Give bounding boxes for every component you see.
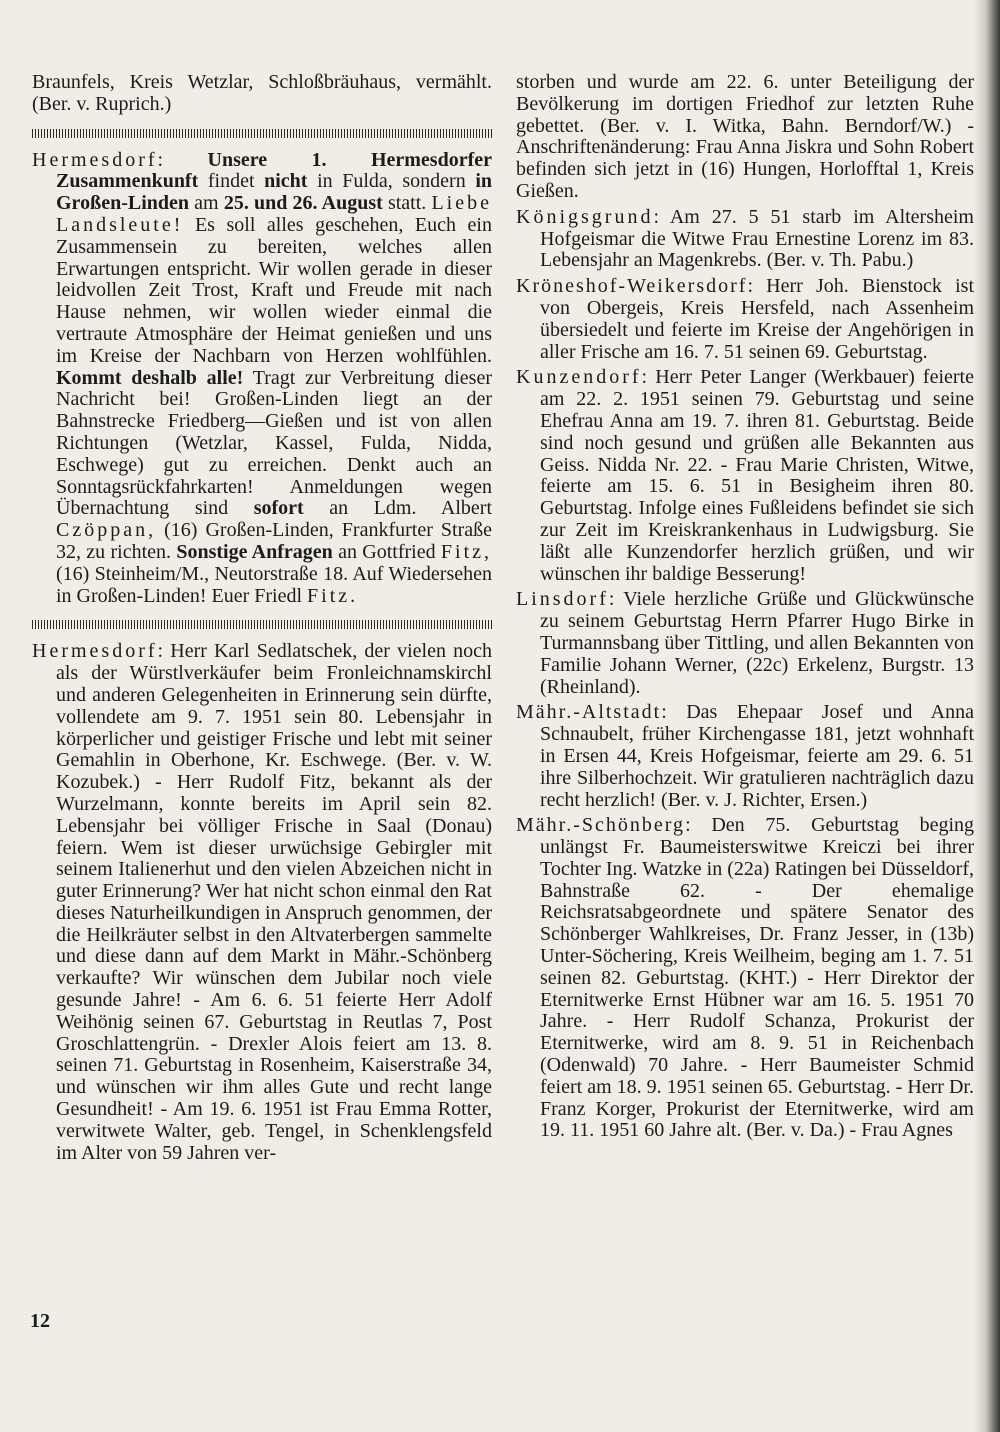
spaced-greeting: Liebe Landsleute! <box>56 192 492 236</box>
entry-kroeneshof-weikersdorf: Kröneshof-Weikersdorf: Herr Joh. Bienstock ist von Obergeis, Kreis Hersfeld, nach Assenheim übersiedelt und feierte im Kreise der Angehörigen in aller Frische am 16. 7. 51 seinen 69. Geburtstag. <box>516 275 974 363</box>
announcement-bold-text: 25. <box>223 192 249 215</box>
entry-body-text: Herr Karl Sedlatschek, der vielen noch als der Würstlverkäufer beim Fronleichnamskirchl und anderen Gelegenheiten in Erinnerung sein dürfte, vollendete am 9. 7. 1951 sein 80. Lebensjahr in körperlicher und geistiger Frische und lebt mit seiner Gemahlin in Oberhone, Kr. Eschwege. (Ber. v. W. Kozubek.) - Herr Rudolf Fitz, bekannt als der Wurzelmann, konnte bereits im April sein 82. Lebensjahr bei völliger Frische in Saal (Donau) feiern. Wem ist dieser urwüchsige Gebirgler mit seinem Italienerhut und den vielen Abzeichen nicht in guter Erinnerung? Wer hat nicht schon einmal den Rat dieses Naturheilkundigen in Anspruch genommen, der die Heilkräuter selbst in den Altvaterbergen sammelte und diese dann auf dem Markt in Mähr.-Schönberg verkaufte? Wir wünschen dem Jubilar noch viele gesunde Jahre! - Am 6. 6. 51 feierte Herr Adolf Weihönig seinen 67. Geburtstag in Reutlas 7, Post Groschlattengrün. - Drexler Alois feiert am 13. 8. seinen 71. Geburtstag in Rosenheim, Kaiserstraße 34, und wünschen wir ihm alles Gute und recht lange Gesundheit! - Am 19. 6. 1951 ist Frau Emma Rotter, verwitwete Walter, geb. Tengel, in Schenklengsfeld im Alter von 59 Jahren ver- <box>56 640 492 1164</box>
entry-body-text: Herr Peter Langer (Werkbauer) feierte am 22. 2. 1951 seinen 79. Geburtstag und seine Ehefrau Anna am 19. 7. ihren 81. Geburtstag. Beide sind noch gesund und grüßen alle Bekannten aus Geiss. Nidda Nr. 22. - Frau Marie Christen, Witwe, feierte am 15. 6. 51 in Besigheim ihren 80. Geburtstag. Infolge eines Fußleidens befindet sie sich zur Zeit im Kreiskrankenhaus in Ludwigsburg. Sie läßt alle Kunzendorfer herzlich grüßen, und wir wünschen ihr baldige Besserung! <box>540 366 974 585</box>
entry-body-text: Am 27. 5 51 starb im Altersheim Hofgeismar die Witwe Frau Ernestine Lorenz im 83. Lebensjahr an Magenkrebs. (Ber. v. Th. Pabu.) <box>540 205 974 272</box>
entry-maehr-altstadt: Mähr.-Altstadt: Das Ehepaar Josef und Anna Schnaubelt, früher Kirchengasse 181, jetzt wohnhaft in Ersen 44, Kreis Hofgeismar, feierte am 29. 6. 51 ihre Silberhochzeit. Wir gratulieren nachträglich dazu recht herzlich! (Ber. v. J. Richter, Ersen.) <box>516 701 974 811</box>
announcement-bold-text: Sonstige Anfragen <box>176 540 333 563</box>
column-divider-rule <box>32 129 492 138</box>
entry-place-name: Linsdorf <box>516 588 609 611</box>
announcement-bold-text: Unsere 1. Hermesdorfer Zusammenkunft <box>56 148 492 193</box>
entry-place-name: Königsgrund <box>516 205 654 228</box>
entry-body-text: Das Ehepaar Josef und Anna Schnaubelt, früher Kirchengasse 181, jetzt wohnhaft in Ersen 44, Kreis Hofgeismar, feierte am 29. 6. 51 ihre Silberhochzeit. Wir gratulieren nachträglich dazu recht herzlich! (Ber. v. J. Richter, Ersen.) <box>540 701 974 811</box>
entry-place-name: Hermesdorf <box>32 148 158 171</box>
entry-kunzendorf: Kunzendorf: Herr Peter Langer (Werkbauer) feierte am 22. 2. 1951 seinen 79. Geburtstag und seine Ehefrau Anna am 19. 7. ihren 81. Geburtstag. Beide sind noch gesund und grüßen alle Bekannten aus Geiss. Nidda Nr. 22. - Frau Marie Christen, Witwe, feierte am 15. 6. 51 in Besigheim ihren 80. Geburtstag. Infolge eines Fußleidens befindet sie sich zur Zeit im Kreiskrankenhaus in Ludwigsburg. Sie läßt alle Kunzendorfer herzlich grüßen, und wir wünschen ihr baldige Besserung! <box>516 366 974 585</box>
entry-koenigsgrund: Königsgrund: Am 27. 5 51 starb im Altersheim Hofgeismar die Witwe Frau Ernestine Lorenz im 83. Lebensjahr an Magenkrebs. (Ber. v. Th. Pabu.) <box>516 205 974 272</box>
entry-place-name: Kunzendorf <box>516 366 642 389</box>
announcement-bold-text: Kommt deshalb alle! <box>56 366 244 389</box>
announcement-bold-text: in Großen-Linden <box>56 170 492 215</box>
entry-maehr-schoenberg: Mähr.-Schönberg: Den 75. Geburtstag beging unlängst Fr. Baumeisterswitwe Kreiczi bei ihrer Tochter Ing. Watzke in (22a) Ratingen bei Düsseldorf, Bahnstraße 62. - Der ehemalige Reichsratsabgeordnete und spätere Senator des Schönberger Wahlkreises, Dr. Franz Jesser, in (13b) Unter-Söchering, Kreis Weilheim, beging am 1. 7. 51 seinen 82. Geburtstag. (KHT.) - Herr Direktor der Eternitwerke Ernst Hübner war am 16. 5. 1951 70 Jahre. - Herr Rudolf Schanza, Prokurist der Eternitwerke, wird am 8. 9. 51 in Reichenbach (Odenwald) 70 Jahre. - Herr Baumeister Schmid feiert am 18. 9. 1951 seinen 65. Geburtstag. - Herr Dr. Franz Korger, Prokurist der Eternitwerke, wird am 19. 11. 1951 60 Jahre alt. (Ber. v. Da.) - Frau Agnes <box>516 814 974 1142</box>
page-number: 12 <box>30 1310 50 1332</box>
entry-place-name: Kröneshof-Weikersdorf <box>516 275 748 298</box>
entry-place-name: Mähr.-Schönberg <box>516 814 686 837</box>
announcement-bold-text: sofort <box>253 497 304 520</box>
right-intro-paragraph: storben und wurde am 22. 6. unter Beteiligung der Bevölkerung im dortigen Friedhof zur letzten Ruhe gebettet. (Ber. v. I. Witka, Bahn. Berndorf/W.) - Anschriftenänderung: Frau Anna Jiskra und Sohn Robert befinden sich jetzt in (16) Hungen, Horlofftal 1, Kreis Gießen. <box>516 71 974 202</box>
column-divider-rule <box>32 620 492 629</box>
entry-place-name: Mähr.-Altstadt <box>516 701 662 724</box>
right-column <box>516 72 974 1146</box>
left-intro-paragraph: Braunfels, Kreis Wetzlar, Schloßbräuhaus, vermählt. (Ber. v. Ruprich.) <box>32 71 492 115</box>
announcement-bold-text: nicht <box>264 170 308 193</box>
entry-body-text: Herr Joh. Bienstock ist von Obergeis, Kreis Hersfeld, nach Assenheim übersiedelt und feierte im Kreise der Angehörigen in aller Frische am 16. 7. 51 seinen 69. Geburtstag. <box>540 275 974 363</box>
left-column <box>32 72 492 1168</box>
entry-hermesdorf-birthdays: Hermesdorf: Herr Karl Sedlatschek, der vielen noch als der Würstlverkäufer beim Fronleichnamskirchl und anderen Gelegenheiten in Erinnerung sein dürfte, vollendete am 9. 7. 1951 sein 80. Lebensjahr in körperlicher und geistiger Frische und lebt mit seiner Gemahlin in Oberhone, Kr. Eschwege. (Ber. v. W. Kozubek.) - Herr Rudolf Fitz, bekannt als der Wurzelmann, konnte bereits im April sein 82. Lebensjahr bei völliger Frische in Saal (Donau) feiern. Wem ist dieser urwüchsige Gebirgler mit seinem Italienerhut und den vielen Abzeichen nicht in guter Erinnerung? Wer hat nicht schon einmal den Rat dieses Naturheilkundigen in Anspruch genommen, der die Heilkräuter selbst in den Altvaterbergen sammelte und diese dann auf dem Markt in Mähr.-Schönberg verkaufte? Wir wünschen dem Jubilar noch viele gesunde Jahre! - Am 6. 6. 51 feierte Herr Adolf Weihönig seinen 67. Geburtstag in Reutlas 7, Post Groschlattengrün. - Drexler Alois feiert am 13. 8. seinen 71. Geburtstag in Rosenheim, Kaiserstraße 34, und wünschen wir ihm alles Gute und recht lange Gesundheit! - Am 19. 6. 1951 ist Frau Emma Rotter, verwitwete Walter, geb. Tengel, in Schenklengsfeld im Alter von 59 Jahren ver- <box>32 640 492 1164</box>
entry-hermesdorf-announcement: Hermesdorf: Unsere 1. Hermesdorfer Zusammenkunft findet nicht in Fulda, sondern in Großen-Linden am 25. und 26. August statt. Liebe Landsleute! Es soll alles geschehen, Euch ein Zusammensein zu bereiten, welches allen Erwartungen entspricht. Wir wollen gerade in dieser leidvollen Zeit Trost, Kraft und Freude mit nach Hause nehmen, wir wollen wieder einmal die vertraute Atmosphäre der Heimat genießen und uns im Kreise der Nachbarn von Herzen wohlfühlen. Kommt deshalb alle! Tragt zur Verbreitung dieser Nachricht bei! Großen-Linden liegt an der Bahnstrecke Friedberg—Gießen und ist von allen Richtungen (Wetzlar, Kassel, Fulda, Nidda, Eschwege) gut zu erreichen. Denkt auch an Sonntagsrückfahrkarten! Anmeldungen wegen Übernachtung sind sofort an Ldm. Albert Czöppan, (16) Großen-Linden, Frankfurter Straße 32, zu richten. Sonstige Anfragen an Gottfried Fitz, (16) Steinheim/M., Neutorstraße 18. Auf Wiedersehen in Großen-Linden! Euer Friedl Fitz. <box>32 148 493 607</box>
entry-place-name: Hermesdorf <box>32 640 158 663</box>
announcement-bold-text: und 26. August <box>254 192 383 215</box>
page-binding-shadow <box>974 0 1000 1432</box>
entry-linsdorf: Linsdorf: Viele herzliche Grüße und Glückwünsche zu seinem Geburtstag Herrn Pfarrer Hugo Birke in Turmannsbang über Tittling, und allen Bekannten von Familie Johann Werner, (22c) Erkelenz, Burgstr. 13 (Rheinland). <box>516 588 975 698</box>
spaced-name: Fitz, <box>440 540 493 563</box>
entry-body-text: Viele herzliche Grüße und Glückwünsche zu seinem Geburtstag Herrn Pfarrer Hugo Birke in Turmannsbang über Tittling, und allen Bekannten von Familie Johann Werner, (22c) Erkelenz, Burgstr. 13 (Rheinland). <box>540 588 975 698</box>
spaced-name: Fitz. <box>307 584 359 607</box>
entry-body-text: Den 75. Geburtstag beging unlängst Fr. Baumeisterswitwe Kreiczi bei ihrer Tochter Ing. Watzke in (22a) Ratingen bei Düsseldorf, Bahnstraße 62. - Der ehemalige Reichsratsabgeordnete und spätere Senator des Schönberger Wahlkreises, Dr. Franz Jesser, in (13b) Unter-Söchering, Kreis Weilheim, beging am 1. 7. 51 seinen 82. Geburtstag. (KHT.) - Herr Direktor der Eternitwerke Ernst Hübner war am 16. 5. 1951 70 Jahre. - Herr Rudolf Schanza, Prokurist der Eternitwerke, wird am 8. 9. 51 in Reichenbach (Odenwald) 70 Jahre. - Herr Baumeister Schmid feiert am 18. 9. 1951 seinen 65. Geburtstag. - Herr Dr. Franz Korger, Prokurist der Eternitwerke, wird am 19. 11. 1951 60 Jahre alt. (Ber. v. Da.) - Frau Agnes <box>540 814 974 1142</box>
spaced-name: Czöppan, <box>56 519 157 542</box>
